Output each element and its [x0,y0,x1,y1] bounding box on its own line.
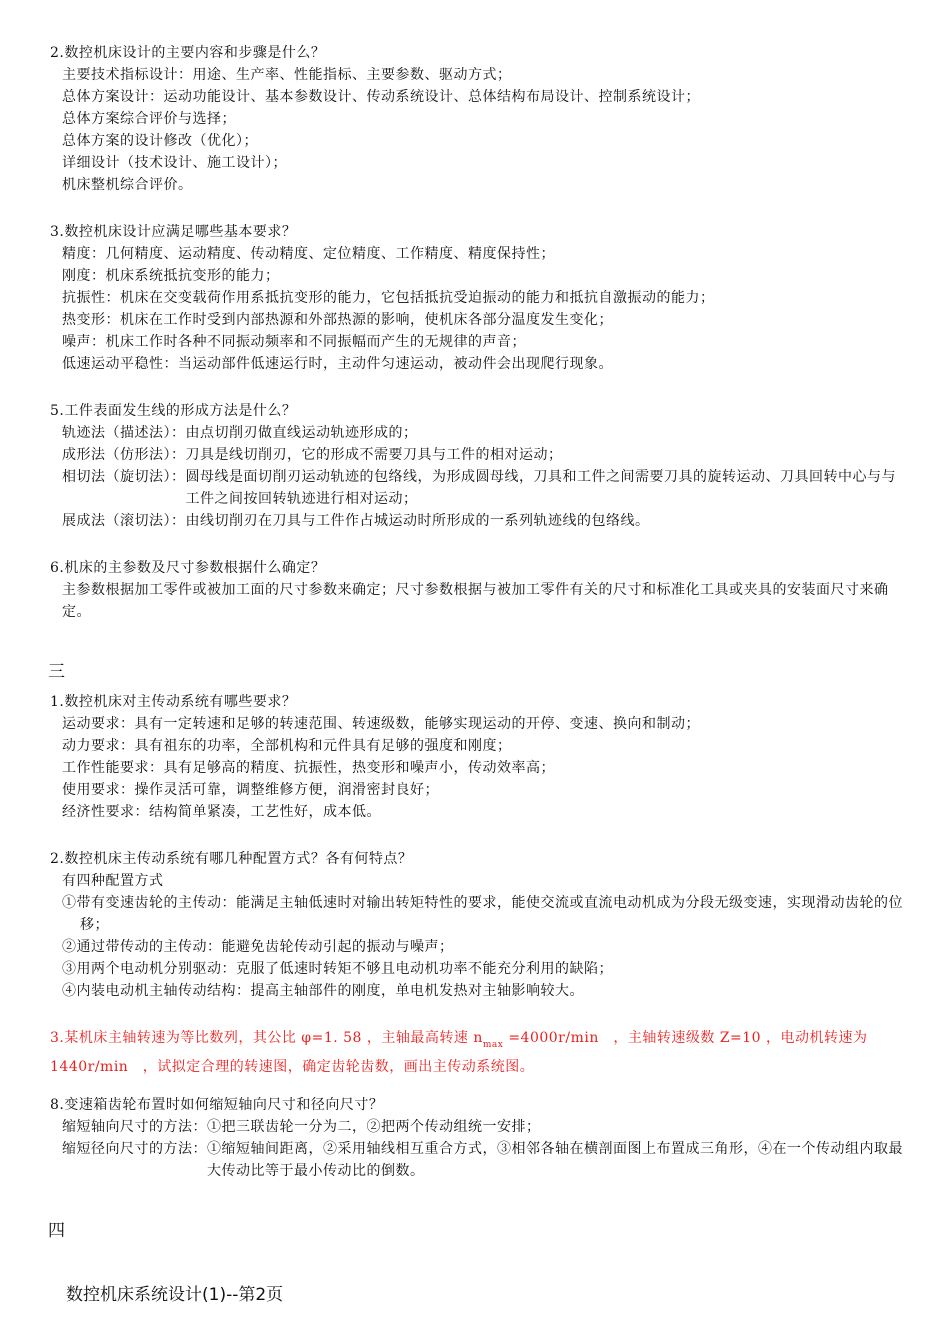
config-item: ①带有变速齿轮的主传动：能满足主轴低速时对输出转矩特性的要求，能使交流或直流电动机成为分段无级变速，实现滑动齿轮的位移； [62,895,903,933]
answer-line: 精度：几何精度、运动精度、传动精度、定位精度、工作精度、精度保持性； [62,246,555,262]
answer-line: 经济性要求：结构简单紧凑，工艺性好，成本低。 [62,804,381,820]
answer-line: 详细设计（技术设计、施工设计）； [62,155,287,171]
method-text: 圆母线是面切削刃运动轨迹的包络线，为形成圆母线，刀具和工件之间需要刀具的旋转运动、刀具回转中心与与工件之间按回转轨迹进行相对运动； [185,469,896,507]
method-label: 相切法（旋切法）： [62,469,186,485]
answer-line: 总体方案综合评价与选择； [62,111,236,127]
question-title: 2.数控机床主传动系统有哪几种配置方式？各有何特点？ [50,851,413,867]
answer-line: 总体方案的设计修改（优化）； [62,133,258,149]
exercise-text-part1: 3.某机床主轴转速为等比数列，其公比 φ=1. 58 ，主轴最高转速 n [50,1030,483,1046]
answer-item [62,422,910,444]
answer-line: 工作性能要求：具有足够高的精度、抗振性，热变形和噪声小，传动效率高； [62,760,555,776]
question-title: 8.变速箱齿轮布置时如何缩短轴向尺寸和径向尺寸？ [50,1097,384,1113]
answer-line: 刚度：机床系统抵抗变形的能力； [62,268,280,284]
answer-line: 噪声：机床工作时各种不同振动频率和不同振幅而产生的无规律的声音； [62,334,526,350]
section3-question-3 [50,1027,910,1078]
question-title: 2.数控机床设计的主要内容和步骤是什么？ [50,45,326,61]
method-text: 刀具是线切削刃，它的形成不需要刀具与工件的相对运动； [185,447,563,463]
answer-line: 运动要求：具有一定转速和足够的转速范围、转速级数，能够实现运动的开停、变速、换向和制动； [62,716,700,732]
section-heading-3: 三 [48,662,65,682]
answer-item [62,1116,910,1138]
method-text: ①把三联齿轮一分为二，②把两个传动组统一安排； [207,1119,541,1135]
section-heading-4: 四 [48,1221,65,1241]
answer-line: 抗振性：机床在交变载荷作用系抵抗变形的能力，它包括抵抗受迫振动的能力和抵抗自激振动的能力； [62,290,715,306]
answer-paragraph: 主参数根据加工零件或被加工面的尺寸参数来确定；尺寸参数根据与被加工零件有关的尺寸和标准化工具或夹具的安装面尺寸来确定。 [62,582,889,620]
answer-line: 主要技术指标设计：用途、生产率、性能指标、主要参数、驱动方式； [62,67,512,83]
config-item: ④内装电动机主轴传动结构：提高主轴部件的刚度，单电机发热对主轴影响较大。 [62,983,584,999]
method-text: ①缩短轴间距离，②采用轴线相互重合方式，③相邻各轴在横剖面图上布置成三角形，④在一个传动组内取最大传动比等于最小传动比的倒数。 [207,1141,903,1179]
max-subscript: max [482,1040,504,1050]
method-text: 由点切削刃做直线运动轨迹形成的； [185,425,418,441]
question-title: 3.数控机床设计应满足哪些基本要求？ [50,224,297,240]
question-title: 5.工件表面发生线的形成方法是什么？ [50,403,297,419]
method-label: 缩短轴向尺寸的方法： [62,1119,207,1135]
answer-item [62,466,910,510]
question-3 [50,221,910,375]
answer-line: 热变形：机床在工作时受到内部热源和外部热源的影响，使机床各部分温度发生变化； [62,312,613,328]
exercise-text [50,1027,910,1078]
method-text: 由线切削刃在刀具与工件作占城运动时所形成的一系列轨迹线的包络线。 [185,513,650,529]
question-title: 6.机床的主参数及尺寸参数根据什么确定？ [50,560,326,576]
question-2 [50,42,910,196]
answer-line: 低速运动平稳性：当运动部件低速运行时，主动件匀速运动，被动件会出现爬行现象。 [62,356,613,372]
method-label: 轨迹法（描述法）： [62,425,186,441]
page-footer: 数控机床系统设计(1)--第2页 [66,1285,284,1305]
answer-line: 动力要求：具有祖东的功率，全部机构和元件具有足够的强度和刚度； [62,738,512,754]
section3-question-2 [50,848,910,1002]
config-item: ③用两个电动机分别驱动：克服了低速时转矩不够且电动机功率不能充分利用的缺陷； [62,961,613,977]
answer-line: 总体方案设计：运动功能设计、基本参数设计、传动系统设计、总体结构布局设计、控制系统设计； [62,89,700,105]
question-title: 1.数控机床对主传动系统有哪些要求？ [50,694,297,710]
question-6 [50,557,910,623]
section3-question-8 [50,1094,910,1182]
config-item: ②通过带传动的主传动：能避免齿轮传动引起的振动与噪声； [62,939,454,955]
section3-question-1 [50,691,910,823]
method-label: 展成法（滚切法）： [62,513,186,529]
method-label: 成形法（仿形法）： [62,447,186,463]
exercise-text-part2: =4000r/min ，主轴转速级数 Z=10 ，电动机转速为 1440r/min ，试拟定合理的转速图，确定齿轮齿数，画出主传动系统图。 [50,1030,868,1075]
method-label: 缩短径向尺寸的方法： [62,1141,207,1157]
question-5 [50,400,910,532]
answer-item [62,510,910,532]
answer-intro: 有四种配置方式 [62,873,164,889]
answer-line: 使用要求：操作灵活可靠，调整维修方便，润滑密封良好； [62,782,439,798]
answer-line: 机床整机综合评价。 [62,177,193,193]
answer-item [62,444,910,466]
answer-item [62,1138,910,1182]
